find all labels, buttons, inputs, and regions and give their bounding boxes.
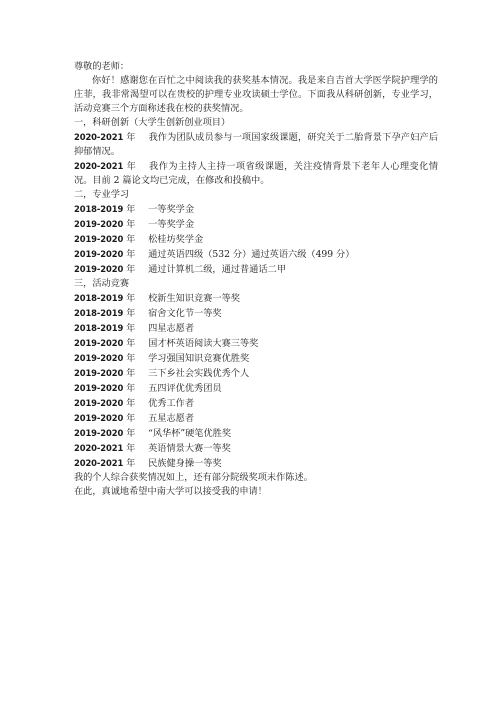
- award-entry: [74, 202, 438, 217]
- entry-year: 2019-2020: [74, 353, 124, 363]
- entry-text: 校新生知识竞赛一等奖: [148, 293, 240, 304]
- entry-year: 2019-2020: [74, 234, 124, 244]
- award-entry: [74, 291, 438, 306]
- award-entry: [74, 336, 438, 351]
- entry-year-suffix: 年: [126, 353, 136, 364]
- award-entry: [74, 217, 438, 232]
- entry-year: 2020-2021: [74, 161, 124, 171]
- entry-year: 2020-2021: [74, 458, 124, 468]
- award-entry: [74, 130, 438, 159]
- entry-year-suffix: 年: [126, 219, 136, 230]
- entry-text: 我作为主持人主持一项省级课题，关注疫情背景下老年人心理变化情况。目前 2 篇论文均已完成，在修改和投稿中。: [74, 161, 439, 186]
- entry-year-suffix: 年: [126, 161, 136, 172]
- entry-year-suffix: 年: [126, 204, 136, 215]
- entry-text: 民族健身操一等奖: [148, 458, 222, 469]
- intro-paragraph: 你好！感谢您在百忙之中阅读我的获奖基本情况。我是来自吉首大学医学院护理学的庄菲，我非常渴望可以在贵校的护理专业攻读硕士学位。下面我从科研创新，专业学习，活动竞赛三个方面称述我在校的获奖情况。: [74, 75, 438, 114]
- entry-year-suffix: 年: [126, 132, 136, 143]
- entry-year: 2019-2020: [74, 413, 124, 423]
- entry-year-suffix: 年: [126, 398, 136, 409]
- entry-text: 五四评优优秀团员: [148, 383, 222, 394]
- award-entry: [74, 396, 438, 411]
- entry-text: “风华杯”硬笔优胜奖: [148, 428, 232, 439]
- award-entry: [74, 411, 438, 426]
- award-entry: [74, 381, 438, 396]
- entry-year-suffix: 年: [126, 428, 136, 439]
- entry-year: 2019-2020: [74, 219, 124, 229]
- section-heading: 一，科研创新（大学生创新创业项目）: [74, 117, 231, 128]
- entry-year: 2019-2020: [74, 368, 124, 378]
- entry-year-suffix: 年: [126, 264, 136, 275]
- entry-year: 2019-2020: [74, 383, 124, 393]
- award-entry: [74, 366, 438, 381]
- award-entry: [74, 321, 438, 336]
- entry-year: 2019-2020: [74, 398, 124, 408]
- entry-text: 一等奖学金: [148, 219, 195, 230]
- letter-page: [74, 60, 438, 499]
- award-entry: [74, 262, 438, 277]
- award-entry: [74, 306, 438, 321]
- entry-text: 松桂坊奖学金: [148, 234, 204, 245]
- closing-wish: 在此，真诚地希望中南大学可以接受我的申请！: [74, 486, 267, 497]
- award-entry: [74, 159, 438, 188]
- award-entry: [74, 456, 438, 471]
- entry-year-suffix: 年: [126, 234, 136, 245]
- entry-text: 英语情景大赛一等奖: [148, 443, 231, 454]
- entry-year-suffix: 年: [126, 338, 136, 349]
- entry-year-suffix: 年: [126, 323, 136, 334]
- entry-year: 2020-2021: [74, 132, 124, 142]
- entry-year: 2018-2019: [74, 204, 124, 214]
- entry-text: 三下乡社会实践优秀个人: [148, 368, 250, 379]
- entry-year-suffix: 年: [126, 413, 136, 424]
- entry-text: 优秀工作者: [148, 398, 195, 409]
- award-entry: [74, 426, 438, 441]
- entry-year-suffix: 年: [126, 383, 136, 394]
- entry-text: 国才杯英语阅读大赛三等奖: [148, 338, 259, 349]
- entry-year: 2018-2019: [74, 323, 124, 333]
- entry-year: 2018-2019: [74, 308, 124, 318]
- entry-year-suffix: 年: [126, 293, 136, 304]
- salutation: 尊敬的老师：: [74, 61, 130, 72]
- entry-text: 通过英语四级（532 分）通过英语六级（499 分）: [148, 249, 355, 260]
- award-entry: [74, 351, 438, 366]
- entry-year-suffix: 年: [126, 249, 136, 260]
- closing-summary: 我的个人综合获奖情况如上，还有部分院级奖项未作陈述。: [74, 472, 313, 483]
- entry-year: 2019-2020: [74, 264, 124, 274]
- award-sections: [74, 116, 438, 471]
- section-heading: 三，活动竞赛: [74, 278, 130, 289]
- entry-text: 四星志愿者: [148, 323, 195, 334]
- entry-year: 2020-2021: [74, 443, 124, 453]
- entry-year: 2019-2020: [74, 428, 124, 438]
- entry-year: 2019-2020: [74, 249, 124, 259]
- entry-year: 2019-2020: [74, 338, 124, 348]
- entry-text: 宿舍文化节一等奖: [148, 308, 222, 319]
- entry-text: 一等奖学金: [148, 204, 195, 215]
- entry-text: 通过计算机二级，通过普通话二甲: [148, 264, 286, 275]
- section-heading: 二，专业学习: [74, 189, 130, 200]
- entry-year-suffix: 年: [126, 458, 136, 469]
- entry-text: 五星志愿者: [148, 413, 195, 424]
- award-entry: [74, 232, 438, 247]
- entry-year-suffix: 年: [126, 368, 136, 379]
- award-entry: [74, 441, 438, 456]
- entry-text: 我作为团队成员参与一项国家级课题，研究关于二胎背景下孕产妇产后抑郁情况。: [74, 132, 439, 157]
- entry-year: 2018-2019: [74, 293, 124, 303]
- entry-year-suffix: 年: [126, 443, 136, 454]
- entry-year-suffix: 年: [126, 308, 136, 319]
- award-entry: [74, 247, 438, 262]
- entry-text: 学习强国知识竞赛优胜奖: [148, 353, 250, 364]
